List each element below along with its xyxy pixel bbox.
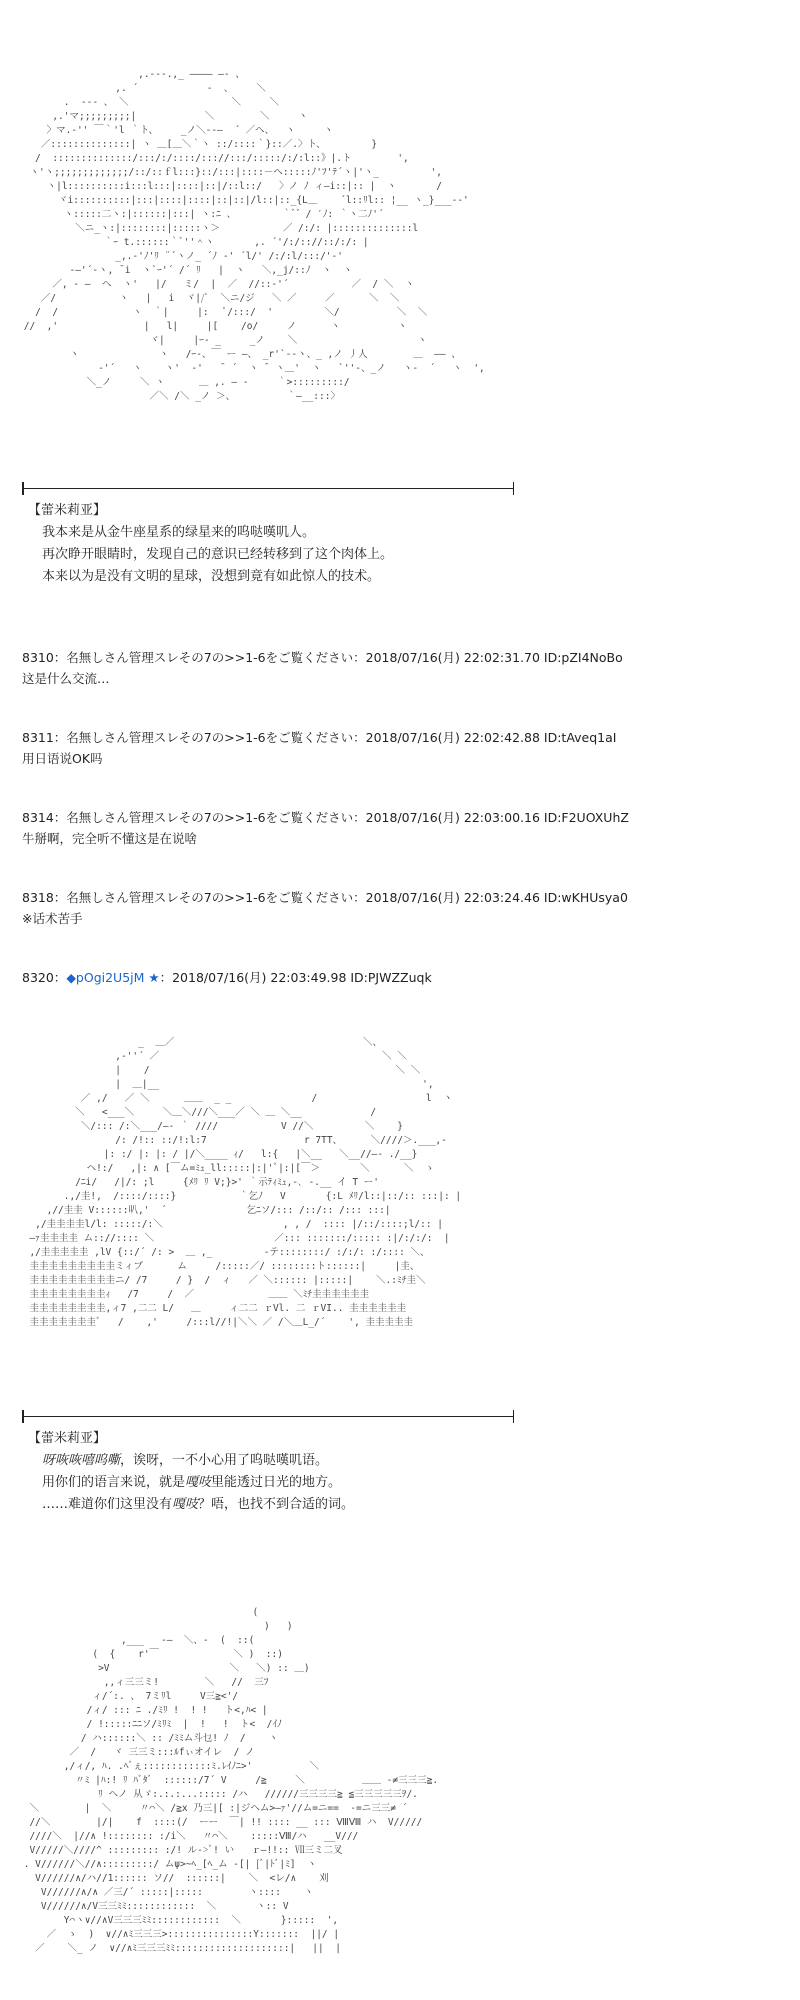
- post-header: 8310：名無しさん管理スレその7の>>1-6をご覧ください：2018/07/16(月) 22:02:31.70 ID:pZI4NoBo: [22, 650, 623, 665]
- ascii-art-line: ／, - ― ヘ ヽ' |/ ミ/ | ／ //::-'´ ／ / ＼ ヽ: [18, 279, 415, 290]
- ascii-art-line: ,.'マ;;;;;;;;;| ＼ ＼ ヽ: [18, 111, 308, 122]
- dialog-line: 再次睁开眼睛时，发现自己的意识已经转移到了这个肉体上。: [42, 547, 394, 562]
- ascii-art-line: /ﾆi/ /|/: ;l {ﾒﾘ ﾘ V;}>' ｀示ﾃｨﾐｭ,-､ -.__ イ T ー': [18, 1177, 380, 1188]
- ascii-art-line: ,___ ‐― ＼、‐ ( ::(: [18, 1635, 255, 1646]
- ascii-art-line: ,/圭圭圭圭圭 ,lV {::/´ /: > ＿ ,_ -テ::::::::/ :/:/: :/:::: ＼、: [18, 1247, 430, 1258]
- ascii-art-line: ヾi::::::::::|:::|::::|::::|::|::|/l::|::_{L＿ ´l::ﾘl:: ¦__ ヽ_}___-‐': [18, 195, 469, 206]
- ascii-art-line: ) ): [18, 1621, 293, 1632]
- ascii-art-line: ／ ,/ ／ ＼ ＿＿ _ _ / l ヽ: [18, 1093, 453, 1104]
- post-8314: [22, 807, 629, 849]
- post-8310: [22, 647, 623, 689]
- post-body: 用日语说OK吗: [22, 751, 103, 766]
- dialog-speaker: 【蕾米莉亚】: [28, 1431, 107, 1446]
- ascii-art-line: ヘ!:/ ,|: ∧ [￣ム=ﾐｭ_ll:::::|:|'ﾞ|:|[￣＞ ＼ ＼ ゝ: [18, 1163, 435, 1174]
- ascii-art-line: V/////＼////^ ::::::::: :/! ル->ﾞ! い ｒ―!!:: Ⅶ三ミ二叉: [18, 1845, 343, 1856]
- ascii-art-line: ヽ ヽ /ｰ-、￣ ー ―、 _r'`‐-ヽ、_ ,ノ 丿人 ＿ ―― 、: [18, 349, 461, 360]
- ascii-art-line: ヽ'ヽ;;;;;;;;;;;;;/::/::ｆl:::}::/:::|::::－へ:::::ﾉ'ﾌ'ﾃ´ヽ|'ヽ_ ',: [18, 167, 442, 178]
- ascii-art-line: / / ヽ ｀| |: ﾟ/:::/ ' ＼/ ＼ ＼: [18, 307, 428, 318]
- dialog-box-2: [28, 1428, 354, 1516]
- ascii-art-line: ＼ニ_ヽ:|::::::::|:::::ヽ＞ ／ /:/: |::::::::::::::l: [18, 223, 419, 234]
- ascii-art-line: . -‐- 、 ＼ ＼ ＼: [18, 97, 280, 108]
- ascii-art-line: >V ＼ ＼) :: ＿): [18, 1663, 310, 1674]
- dialog-line: ……难道你们这里没有嘎吱？唔，也找不到合适的词。: [42, 1497, 355, 1512]
- ascii-art-line: ‐'´ ヽ ヽ' -' ̄ ´ ヽ ̄ ヽ＿' ヽ `''‐、_ノ ヽ‐ ´ ヽ ',: [18, 363, 485, 374]
- ascii-art-line: ,. ´ ‐ 、 ＼: [18, 83, 266, 94]
- ascii-art-line: ,//圭圭 V::::::叭,' ´ 乞ﾆソ/::: /::/:: /::: :::|: [18, 1205, 391, 1216]
- ascii-art-character-1: [18, 40, 518, 480]
- ascii-art-line: _ ＿／ ＼、: [18, 1037, 383, 1048]
- post-header: 8314：名無しさん管理スレその7の>>1-6をご覧ください：2018/07/16(月) 22:03:00.16 ID:F2UOXUhZ: [22, 810, 629, 825]
- dialog-line: 呀咴咴嘻呜嘶，诶呀，一不小心用了呜哒嘆叽语。: [42, 1453, 329, 1468]
- ascii-art-line: (: [18, 1607, 259, 1618]
- ascii-art-line: ／ / ヾ 三三ミ:::ﾙfぃオイレ / ノ: [18, 1747, 255, 1758]
- post-8311: [22, 727, 616, 769]
- ascii-art-line: / ::::::::::::::/:::/:/::::/::://:::/:::::/:/:l::》|.ト ',: [18, 153, 409, 164]
- ascii-art-line: 圭圭圭圭圭圭圭ﾞ / ,' /:::l//!|＼＼ ／ /＼＿L_/´ ', 圭圭圭圭圭: [18, 1317, 414, 1328]
- ascii-art-line: / !:::::ﾆﾆソ/ﾐﾘﾐ | ! ! ト< /ｲﾉ: [18, 1719, 282, 1730]
- ascii-art-line: ィ/´:. 、 7ミﾘl V三≧<'/: [18, 1691, 239, 1702]
- ascii-art-line: ／ ゝ ) ∨//∧ﾐ三三三>:::::::::::::::Y::::::: ||/ |: [18, 1929, 340, 1940]
- ascii-art-line: ／＼ /＼ _ノ ＞、 ｀―__:::〉: [18, 391, 340, 402]
- ascii-art-line: ／ ＼_ ノ ∨//∧ﾐ三三三ﾐﾐ::::::::::::::::::::| || |: [18, 1943, 341, 1954]
- post-number: 8320：: [22, 970, 67, 985]
- ascii-art-line: ,,ィ三三ミ! ＼ // 三ﾌ: [18, 1677, 269, 1688]
- post-header: 8318：名無しさん管理スレその7の>>1-6をご覧ください：2018/07/16(月) 22:03:24.46 ID:wKHUsya0: [22, 890, 628, 905]
- ascii-art-line: ＼ <___＼ ＼＿＼///＼___／ ＼ ＿ ＼__ /: [18, 1107, 422, 1118]
- ascii-art-character-2: [18, 1008, 518, 1408]
- alien-word: 嘎吱: [185, 1475, 212, 1490]
- ascii-art-line: ＼ | ＼ 〃⌒＼ /≧x 乃三|[ :|ジヘム>―ｧ'//ム=ニ== -=ニ三三≠ ´: [18, 1803, 408, 1814]
- dialog-line: 我本来是从金牛座星系的绿星来的呜哒嘆叽人。: [42, 525, 316, 540]
- ascii-art-line: ( { r'￣ ＼ ) ::): [18, 1649, 289, 1660]
- post-body: ※话术苦手: [22, 911, 83, 926]
- ascii-art-line: 圭圭圭圭圭圭圭圭ｨ /7 / ／ ＿＿ ＼ﾐﾁ圭圭圭圭圭圭: [18, 1289, 370, 1300]
- ascii-art-line: 圭圭圭圭圭圭圭圭圭ミィブ ム /:::::／/ ::::::::ト::::::| |圭、: [18, 1261, 420, 1272]
- ascii-art-line: // ,' | l| |[ /o/ ノ ヽ ヽ: [18, 321, 407, 332]
- dialog-line: 本来以为是没有文明的星球，没想到竟有如此惊人的技术。: [42, 569, 381, 584]
- alien-word: 嘎吱: [172, 1497, 199, 1512]
- ascii-art-line: |: :/ |: |: / |/＼____ ｨ/ l:{ |＼__ ＼__//―‐ ./__}: [18, 1149, 418, 1160]
- ascii-art-line: //＼ |/| f ::::(/ ーー ￣| !! :::: __ ::: ⅧⅧ ハ V/////: [18, 1817, 423, 1828]
- ascii-art-line: ＼/::: /:＼___/―‐ ｀ //// V //＼ ＼ }: [18, 1121, 403, 1132]
- post-body: 这是什么交流…: [22, 671, 110, 686]
- ascii-art-line: 圭圭圭圭圭圭圭圭,ィ7 ,二二 L/ ＿ ィ二二 ｒVl. 二 ｒVI.. 圭圭圭圭圭圭: [18, 1303, 407, 1314]
- divider-rule-2: [22, 1416, 514, 1417]
- dialog-speaker: 【蕾米莉亚】: [28, 503, 107, 518]
- ascii-art-line: ｀ｰ t.::::::｀ﾞ''＾ヽ ,. ´'/:/:://::/:/: |: [18, 237, 369, 248]
- ascii-art-line: Y⌒ヽ∨//∧V三三三ﾐﾐ:::::::::::: ＼ }::::: ',: [18, 1915, 339, 1926]
- ascii-art-line: /ィ/ ::: ﾆ ./ﾐﾘ ! ! ! ト<,ﾊ< |: [18, 1705, 268, 1716]
- post-8320-header: [22, 967, 432, 988]
- ascii-art-line: /: /!:: ::/!:l:7 r 7TT、 ＼////＞.___,-: [18, 1135, 447, 1146]
- alien-word: 呀咴咴嘻呜嘶: [42, 1453, 121, 1468]
- ascii-art-line: 圭圭圭圭圭圭圭圭圭ニ/ /7 / } / ィ ／ ＼:::::: |:::::| ＼.:ﾐﾁ圭＼: [18, 1275, 426, 1286]
- ascii-art-line: ,-''´ ／ ＼ ＼: [18, 1051, 407, 1062]
- ascii-art-line: | ＿|__ ',: [18, 1079, 434, 1090]
- poster-trip-link[interactable]: ◆pOgi2U5jM ★: [66, 970, 160, 985]
- ascii-art-line: ―ｧ圭圭圭圭 ム:://:::: ＼ ／::: :::::::/::::: :|/:/:/: |: [18, 1233, 450, 1244]
- ascii-art-line: V//////∧/ハ//1:::::: ソ// ::::::| ＼ <レ/∧ 刈: [18, 1873, 329, 1884]
- ascii-art-line: _,.-'ﾉ'ﾘ ¨´ヽノ_ ´ﾉ ‐' ´l/' /:/:l/:::/'‐': [18, 251, 361, 262]
- ascii-art-line: ＼_ノ ＼ ヽ ＿ ,. ― ‐ ｀>:::::::::/: [18, 377, 350, 388]
- ascii-art-line: ,/ィ/, ﾊ. .ﾍﾞぇ::::::::::::ﾐ.ﾚｲﾉﾆ>' ＼: [18, 1761, 319, 1772]
- ascii-art-line: -―'´‐ヽ, ̄ i ヽ`ｰ'´ /´ ﾘ | ヽ ＼,_j/::ﾉ ヽ ヽ: [18, 265, 353, 276]
- divider-rule-1: [22, 488, 514, 489]
- ascii-art-line: ,/圭圭圭圭l/l: :::::/:＼ , , / :::: |/::/::::;l/:: |: [18, 1219, 443, 1230]
- ascii-art-line: ／/ ヽ | i ヾ|/ﾟ ＼ニ/ジ ＼ ／ ／ ＼ ＼: [18, 293, 400, 304]
- dialog-line: 用你们的语言来说，就是嘎吱里能透过日光的地方。: [42, 1475, 342, 1490]
- post-header: ：2018/07/16(月) 22:03:49.98 ID:PJWZZuqk: [159, 970, 432, 985]
- post-8318: [22, 887, 628, 929]
- ascii-art-line: ,.---.,_ ―――― ―‐ 、: [18, 69, 245, 80]
- ascii-art-line: 〃ﾐ |ﾊ:! ﾘ ﾊﾞﾀﾞ ::::::/7´ V /≧ ＼ ＿＿ -≠三三三≧.: [18, 1775, 439, 1786]
- ascii-art-character-3: [18, 1578, 578, 1998]
- ascii-art-line: ／::::::::::::::| ヽ ＿[＿＼｀ヽ ::/::::｀}::／.〉ト、 }: [18, 139, 378, 150]
- post-header: 8311：名無しさん管理スレその7の>>1-6をご覧ください：2018/07/16(月) 22:02:42.88 ID:tAveq1aI: [22, 730, 617, 745]
- ascii-art-line: ヽ:::::二ヽ:|::::::|:::| ヽ:ﾆ 、 ｀ﾞ゛/ ′ﾉ: ｀ヽ二ﾉ'´: [18, 209, 384, 220]
- ascii-art-line: V//////∧/V三三ﾐﾐ:::::::::::: ＼ ヽ:: V: [18, 1901, 289, 1912]
- ascii-art-line: ////＼ |//∧ !:::::::: :/i＼ 〃⌒＼ :::::Ⅷ/ハ __V///: [18, 1831, 359, 1842]
- dialog-box-1: [28, 500, 393, 588]
- ascii-art-line: | / ＼ ＼: [18, 1065, 421, 1076]
- ascii-art-line: V//////∧/∧ ／三/´ :::::|::::: ヽ:::: ヽ: [18, 1887, 314, 1898]
- ascii-art-line: .,/圭!, /::::/::::} ｀乞ﾉ V {:L ﾒﾘ/l::|::/:: :::|: |: [18, 1191, 462, 1202]
- ascii-art-line: ﾘ ヘノ 从ゞ:.:.:...::::: /ハ //////三三三三≧ ≦三三三三三ｦ/.: [18, 1789, 418, 1800]
- post-body: 牛掰啊，完全听不懂这是在说啥: [22, 831, 198, 846]
- ascii-art-line: . V//////＼//∧:::::::::/ ムψ>~ﾍ_[ﾍ_ム -[| [ﾞ|ﾄﾞ|ﾐ] ヽ: [18, 1859, 317, 1870]
- ascii-art-line: / ハ::::::＼ :: /ﾐﾐム斗乜! ﾉ / ヽ: [18, 1733, 278, 1744]
- ascii-art-line: 〉マ.‐'' ￣｀'l ｀ト、 _ノ＼‐-― ´ ／へ、 ヽ ヽ: [18, 125, 334, 136]
- ascii-art-line: ヾ| |ｰ- _ _ノ ＼ ヽ: [18, 335, 427, 346]
- ascii-art-line: ヽ|l::::::::::i:::l:::|::::|::|/::l::/ 〉ノ ﾉ ィ―i::|:: | ヽ /: [18, 181, 443, 192]
